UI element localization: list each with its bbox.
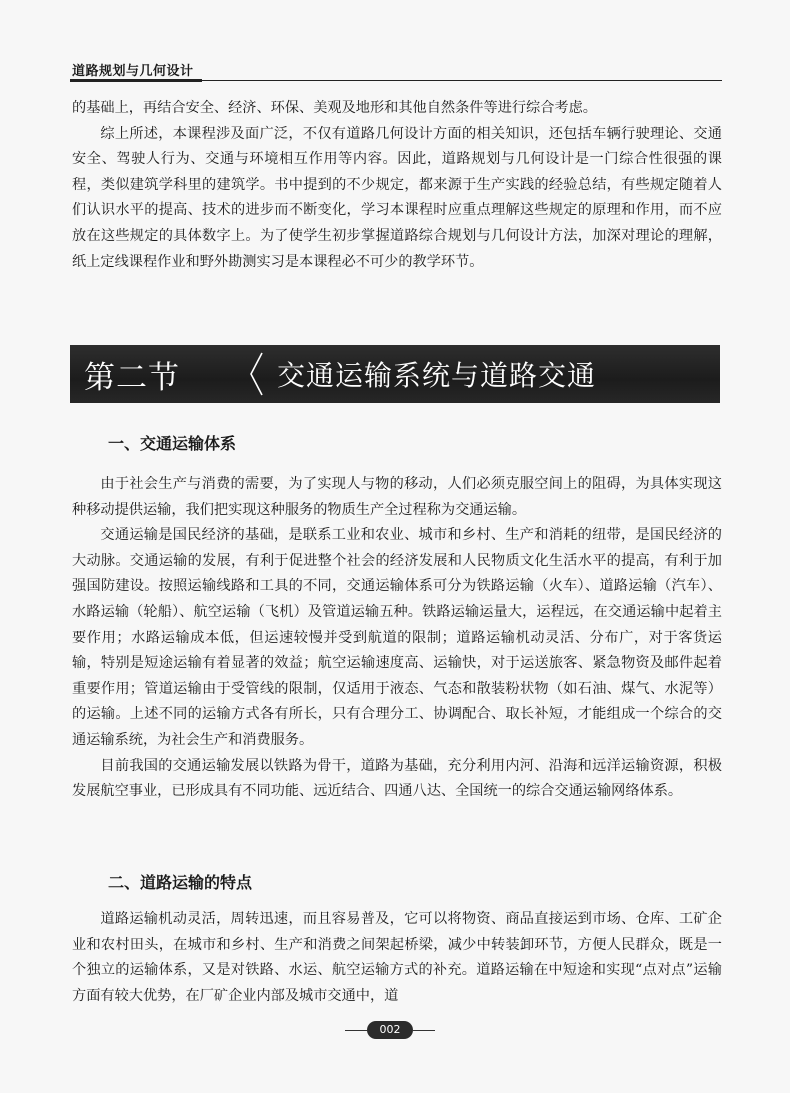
page-number: 002 bbox=[367, 1021, 413, 1039]
footer-rule-left bbox=[345, 1030, 367, 1031]
road-transport-text bbox=[72, 907, 722, 1009]
subheading-road-transport: 二、道路运输的特点 bbox=[108, 873, 253, 892]
transport-system-text bbox=[72, 472, 722, 805]
road-paragraph-1: 道路运输机动灵活，周转迅速，而且容易普及，它可以将物资、商品直接运到市场、仓库、工矿企业和农村田头，在城市和乡村、生产和消费之间架起桥梁，减少中转装卸环节，方便人民群众，既是一个独立的运输体系，又是对铁路、水运、航空运输方式的补充。道路运输在中短途和实现“点对点”运输方面有较大优势，在厂矿企业内部及城市交通中，道 bbox=[72, 911, 722, 1004]
section-title: 交通运输系统与道路交通 bbox=[277, 359, 597, 392]
footer-rule-right bbox=[413, 1030, 435, 1031]
chevron-divider-icon bbox=[246, 351, 266, 397]
transport-paragraph-1: 由于社会生产与消费的需要，为了实现人与物的移动，人们必须克服空间上的阻碍，为具体实现这种移动提供运输，我们把实现这种服务的物质生产全过程称为交通运输。 bbox=[72, 476, 722, 518]
header-rule-accent bbox=[70, 79, 202, 82]
intro-text bbox=[72, 96, 722, 275]
section-banner bbox=[70, 345, 720, 403]
section-number: 第二节 bbox=[84, 360, 180, 396]
running-header: 道路规划与几何设计 bbox=[72, 64, 194, 79]
subheading-transport-system: 一、交通运输体系 bbox=[108, 434, 237, 453]
transport-paragraph-3: 目前我国的交通运输发展以铁路为骨干，道路为基础，充分利用内河、沿海和远洋运输资源，积极发展航空事业，已形成具有不同功能、远近结合、四通八达、全国统一的综合交通运输网络体系。 bbox=[72, 757, 722, 800]
intro-paragraph-1: 的基础上，再结合安全、经济、环保、美观及地形和其他自然条件等进行综合考虑。 bbox=[72, 100, 597, 116]
page-footer bbox=[345, 1020, 435, 1040]
intro-paragraph-2: 综上所述，本课程涉及面广泛，不仅有道路几何设计方面的相关知识，还包括车辆行驶理论、交通安全、驾驶人行为、交通与环境相互作用等内容。因此，道路规划与几何设计是一门综合性很强的课程，类似建筑学科里的建筑学。书中提到的不少规定，都来源于生产实践的经验总结，有些规定随着人们认识水平的提高、技术的进步而不断变化，学习本课程时应重点理解这些规定的原理和作用，而不应放在这些规定的具体数字上。为了使学生初步掌握道路综合规划与几何设计方法，加深对理论的理解，纸上定线课程作业和野外勘测实习是本课程必不可少的教学环节。 bbox=[72, 125, 722, 270]
transport-paragraph-2: 交通运输是国民经济的基础，是联系工业和农业、城市和乡村、生产和消耗的纽带，是国民经济的大动脉。交通运输的发展，有利于促进整个社会的经济发展和人民物质文化生活水平的提高，有利于加强国防建设。按照运输线路和工具的不同，交通运输体系可分为铁路运输（火车）、道路运输（汽车）、水路运输（轮船）、航空运输（飞机）及管道运输五种。铁路运输运量大，运程远，在交通运输中起着主要作用；水路运输成本低，但运速较慢并受到航道的限制；道路运输机动灵活、分布广，对于客货运输，特别是短途运输有着显著的效益；航空运输速度高、运输快，对于运送旅客、紧急物资及邮件起着重要作用；管道运输由于受管线的限制，仅适用于液态、气态和散装粉状物（如石油、煤气、水泥等）的运输。上述不同的运输方式各有所长，只有合理分工、协调配合、取长补短，才能组成一个综合的交通运输系统，为社会生产和消费服务。 bbox=[72, 527, 722, 748]
